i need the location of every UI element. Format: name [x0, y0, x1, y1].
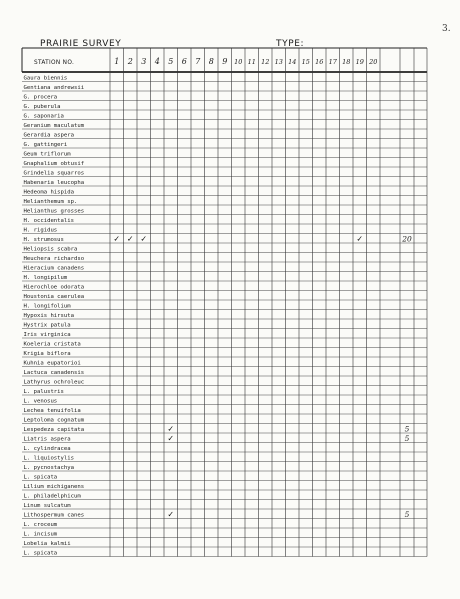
station-number: 1 [114, 57, 120, 66]
station-number: 16 [315, 58, 324, 66]
station-number: 11 [247, 58, 256, 66]
species-name: Lactuca canadensis [23, 369, 85, 376]
species-name: L. incisum [23, 531, 58, 538]
station-number: 3 [141, 57, 147, 66]
species-name: Habenaria leucopha [23, 179, 85, 186]
species-name: Kuhnia eupatorioi [23, 360, 81, 367]
form-title: PRAIRIE SURVEY [40, 39, 122, 49]
station-number: 15 [301, 58, 310, 66]
species-name: H. longipilum [23, 274, 68, 281]
species-name: G. puberula [23, 103, 61, 110]
species-name: Lathyrus ochroleuc [23, 379, 85, 386]
species-name: Geranium maculatum [23, 122, 85, 129]
check-mark: ✓ [126, 234, 134, 244]
species-name: H. strumosus [23, 236, 64, 243]
species-name: Gentiana andrewsii [23, 84, 85, 91]
species-name: Helianthus grosses [23, 208, 85, 215]
species-name: Hieracium canadens [23, 265, 85, 272]
check-mark: ✓ [167, 509, 175, 519]
check-mark: ✓ [356, 234, 364, 244]
species-name: Lithospermum canes [23, 512, 85, 519]
station-number: 10 [234, 58, 243, 66]
species-name: H. longifolium [23, 303, 71, 310]
check-mark: ✓ [140, 234, 148, 244]
check-mark: ✓ [113, 234, 121, 244]
species-name: Hypoxis hirsuta [23, 312, 75, 319]
species-name: L. philadelphicum [23, 493, 81, 500]
species-name: G. gattingeri [23, 141, 68, 148]
species-name: L. cylindracea [23, 445, 71, 452]
species-name: Linum sulcatum [23, 502, 71, 509]
type-label: TYPE: [276, 39, 305, 49]
station-number: 4 [154, 57, 160, 66]
species-name: Iris virginica [23, 331, 71, 338]
station-number-header: STATION NO. [34, 60, 75, 66]
species-name: L. spicata [23, 474, 58, 481]
species-name: Liatris aspera [23, 436, 71, 443]
species-name: Lespedeza capitata [23, 426, 85, 433]
species-name: Houstonia caerulea [23, 293, 85, 300]
station-number: 12 [261, 58, 270, 66]
species-name: Lilium michiganens [23, 483, 85, 490]
station-number: 9 [222, 57, 228, 66]
station-number: 13 [274, 58, 283, 66]
check-mark: ✓ [167, 433, 175, 443]
station-number: 18 [342, 58, 351, 66]
species-name: Gaura biennis [23, 75, 68, 82]
species-name: Heliopsis scabra [23, 246, 78, 253]
species-name: Koeleria cristata [23, 341, 81, 348]
species-name: Krigia biflora [23, 350, 71, 357]
page-number: 3. [442, 24, 451, 34]
species-name: L. spicata [23, 550, 58, 557]
station-number: 20 [369, 58, 378, 66]
station-number: 6 [181, 57, 187, 66]
species-name: Gnaphalium obtusif [23, 160, 85, 167]
species-name: Lechea tenuifolia [23, 407, 81, 414]
species-name: H. rigidus [23, 227, 58, 234]
row-total: 5 [404, 424, 410, 434]
station-number: 2 [127, 57, 133, 66]
species-name: G. procera [23, 94, 58, 101]
station-number: 5 [168, 57, 174, 66]
species-name: Geum triflorum [23, 151, 71, 158]
species-name: Gerardia aspera [23, 132, 75, 139]
species-name: L. palustris [23, 388, 64, 395]
station-number: 7 [195, 57, 201, 66]
species-name: Lobelia kalmii [23, 540, 71, 547]
species-name: G. saponaria [23, 113, 64, 120]
station-number: 14 [288, 58, 297, 66]
species-name: L. venosus [23, 398, 58, 405]
species-name: Leptoloma cognatum [23, 417, 85, 424]
station-number: 8 [208, 57, 214, 66]
station-number: 17 [328, 58, 337, 66]
row-total: 5 [404, 434, 410, 443]
species-name: H. occidentalis [23, 217, 75, 224]
species-name: L. pycnostachya [23, 464, 75, 471]
species-name: Heuchera richardso [23, 255, 85, 262]
station-number: 19 [355, 58, 364, 66]
species-name: L. croceum [23, 521, 58, 528]
species-name: L. liquiostylis [23, 455, 75, 462]
species-name: Grindelia squarros [23, 170, 85, 177]
species-name: Helianthemum sp. [23, 198, 78, 205]
check-mark: ✓ [167, 424, 175, 434]
row-total: 5 [404, 510, 410, 519]
species-name: Hystrix patula [23, 322, 71, 329]
row-total: 20 [402, 234, 412, 244]
species-name: Hierochloe odorata [23, 284, 85, 291]
species-name: Hedeoma hispida [23, 189, 75, 196]
